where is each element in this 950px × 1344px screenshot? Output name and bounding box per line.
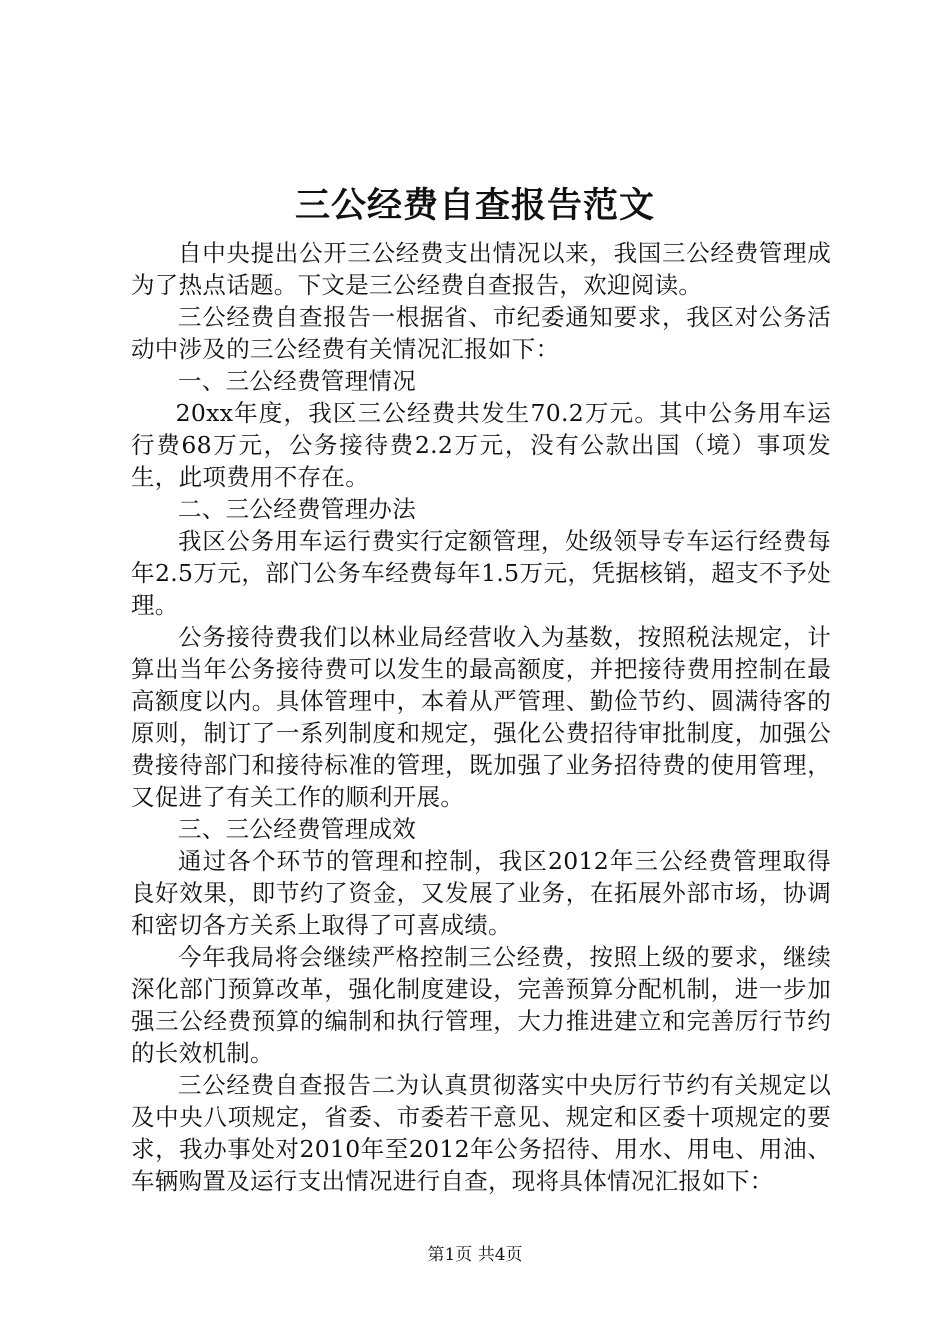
page-footer: 第1页 共4页 (427, 1245, 523, 1265)
paragraph-expense-summary: 20xx年度，我区三公经费共发生70.2万元。其中公务用车运行费68万元，公务接待费2.2万元，没有公款出国（境）事项发生，此项费用不存在。 (131, 399, 831, 491)
paragraph-vehicle-costs: 我区公务用车运行费实行定额管理，处级领导专车运行经费每年2.5万元，部门公务车经费每年1.5万元，凭据核销，超支不予处理。 (131, 527, 831, 619)
paragraph-plans: 今年我局将会继续严格控制三公经费，按照上级的要求，继续深化部门预算改革，强化制度建设，完善预算分配机制，进一步加强三公经费预算的编制和执行管理，大力推进建立和完善厉行节约的长效机制。 (131, 943, 831, 1067)
paragraph-report-two: 三公经费自查报告二为认真贯彻落实中央厉行节约有关规定以及中央八项规定，省委、市委若干意见、规定和区委十项规定的要求，我办事处对2010年至2012年公务招待、用水、用电、用油、车辆购置及运行支出情况进行自查，现将具体情况汇报如下： (131, 1071, 831, 1195)
paragraph-results: 通过各个环节的管理和控制，我区2012年三公经费管理取得良好效果，即节约了资金，又发展了业务，在拓展外部市场，协调和密切各方关系上取得了可喜成绩。 (131, 847, 831, 939)
document-title: 三公经费自查报告范文 (294, 185, 655, 226)
paragraph-intro: 自中央提出公开三公经费支出情况以来，我国三公经费管理成为了热点话题。下文是三公经费自查报告，欢迎阅读。 (131, 239, 831, 299)
heading-section-two: 二、三公经费管理办法 (178, 495, 416, 523)
paragraph-report-one: 三公经费自查报告一根据省、市纪委通知要求，我区对公务活动中涉及的三公经费有关情况汇报如下： (131, 303, 831, 363)
heading-section-one: 一、三公经费管理情况 (178, 367, 416, 395)
heading-section-three: 三、三公经费管理成效 (178, 815, 416, 843)
document-body (131, 237, 831, 1197)
paragraph-reception-costs: 公务接待费我们以林业局经营收入为基数，按照税法规定，计算出当年公务接待费可以发生的最高额度，并把接待费用控制在最高额度以内。具体管理中，本着从严管理、勤俭节约、圆满待客的原则，制订了一系列制度和规定，强化公费招待审批制度，加强公费接待部门和接待标准的管理，既加强了业务招待费的使用管理，又促进了有关工作的顺利开展。 (131, 623, 831, 811)
